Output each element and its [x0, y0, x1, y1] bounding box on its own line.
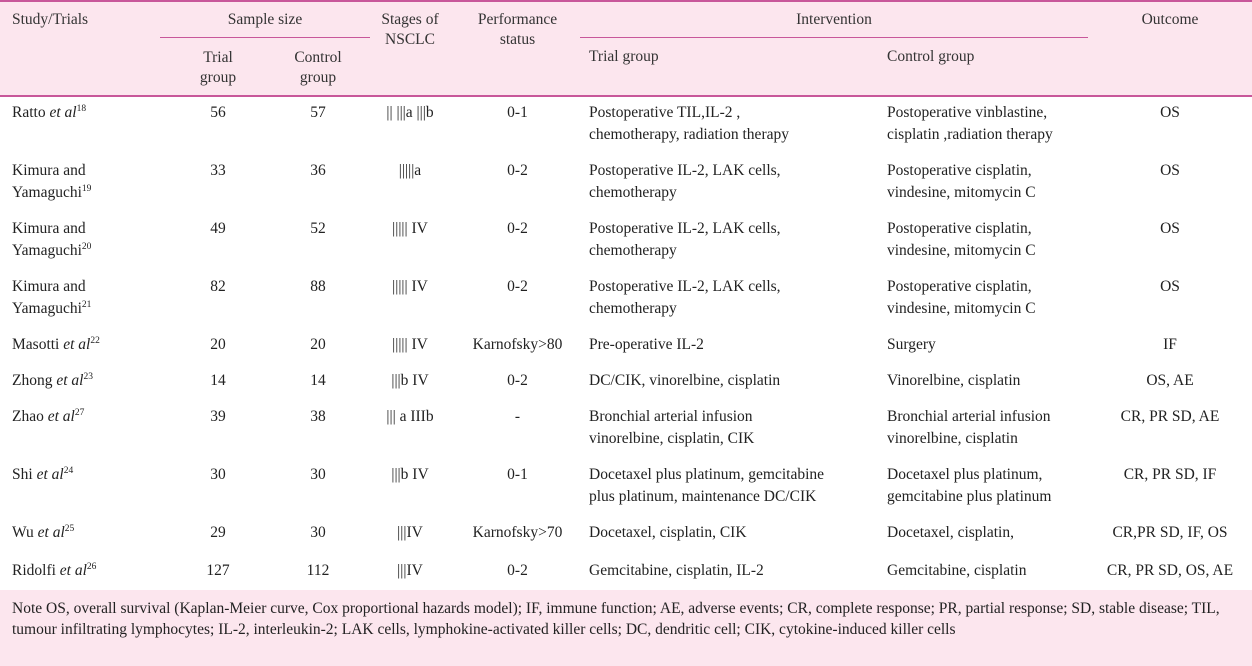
study-author: Ridolfi: [12, 562, 60, 579]
header-performance: Performance status: [477, 11, 558, 48]
int-trial-cell: [589, 464, 824, 508]
int-control-cell: [887, 560, 1026, 582]
performance: 0-2: [507, 372, 528, 389]
int-control-cell: [887, 406, 1051, 450]
outcome-cell: [1090, 464, 1250, 486]
outcome-cell: [1090, 522, 1250, 544]
study-etal: et al: [59, 562, 87, 579]
outcome: OS: [1160, 278, 1180, 295]
study-line-1: [12, 276, 91, 298]
outcome: CR, PR SD, IF: [1123, 466, 1217, 483]
int-trial-line: chemotherapy: [589, 242, 677, 259]
control-size-cell: [268, 464, 368, 486]
study-author: Zhao: [12, 408, 48, 425]
study-cell: [12, 464, 73, 486]
control-size: 88: [310, 278, 326, 295]
int-trial-cell: [589, 370, 780, 392]
study-cell: [12, 160, 91, 204]
trial-size: 56: [210, 104, 226, 121]
outcome-cell: [1090, 406, 1250, 428]
study-cell: [12, 370, 93, 392]
int-trial-cell: [589, 218, 781, 262]
stage-cell: [355, 276, 465, 298]
control-size: 30: [310, 524, 326, 541]
outcome: OS: [1160, 104, 1180, 121]
performance: Karnofsky>70: [472, 524, 563, 541]
outcome-cell: [1090, 218, 1250, 240]
stage: |||IV: [397, 562, 423, 579]
control-size-cell: [268, 406, 368, 428]
trial-size: 39: [210, 408, 226, 425]
study-cell: [12, 276, 91, 320]
study-author-2: Yamaguchi: [12, 242, 82, 259]
int-control-cell: [887, 334, 936, 356]
trial-size-cell: [168, 160, 268, 182]
trial-size-cell: [168, 370, 268, 392]
outcome: OS: [1160, 162, 1180, 179]
int-trial-cell: [589, 102, 789, 146]
header-int-control: Control group: [887, 48, 975, 65]
int-control-line: Postoperative cisplatin,: [887, 220, 1032, 237]
table-note: Note OS, overall survival (Kaplan-Meier curve, Cox proportional hazards model); IF, immune function; AE, adverse events; CR, complete response; PR, partial response; SD, stable disease; TIL, tumour infiltrating lymphocytes; IL-2, interleukin-2; LAK cells, lymphokine-activated killer cells; DC, dendritic cell; CIK, cytokine-induced killer cells: [12, 600, 1220, 638]
trial-size: 82: [210, 278, 226, 295]
control-size: 112: [306, 562, 330, 579]
study-author: Kimura and: [12, 162, 86, 179]
int-control-line: Docetaxel, cisplatin,: [887, 524, 1014, 541]
int-control-line: vindesine, mitomycin C: [887, 184, 1036, 201]
int-control-line: vindesine, mitomycin C: [887, 242, 1036, 259]
trial-size: 30: [210, 466, 226, 483]
outcome: OS: [1160, 220, 1180, 237]
control-size-cell: [268, 334, 368, 356]
intervention-rule: [580, 37, 1088, 38]
performance-cell: [455, 160, 580, 182]
int-trial-line: Gemcitabine, cisplatin, IL-2: [589, 562, 764, 579]
study-line-2: [12, 240, 91, 262]
int-trial-cell: [589, 160, 781, 204]
stage: ||| a IIIb: [386, 408, 434, 425]
header-sample-size: Sample size: [227, 11, 303, 28]
study-author: Kimura and: [12, 278, 86, 295]
trial-size-cell: [168, 102, 268, 124]
int-trial-cell: [589, 522, 747, 544]
outcome-cell: [1090, 560, 1250, 582]
performance: -: [514, 408, 521, 425]
int-control-cell: [887, 370, 1020, 392]
int-trial-line: Postoperative TIL,IL-2 ,: [589, 104, 741, 121]
performance: 0-2: [507, 220, 528, 237]
control-size: 14: [310, 372, 326, 389]
trial-size-cell: [168, 334, 268, 356]
study-ref: 22: [90, 336, 100, 346]
performance: 0-2: [507, 162, 528, 179]
performance: 0-2: [507, 562, 528, 579]
performance-cell: [455, 218, 580, 240]
trial-size-cell: [168, 406, 268, 428]
study-ref: 21: [81, 300, 92, 310]
study-line-1: [12, 160, 91, 182]
study-author-2: Yamaguchi: [12, 300, 82, 317]
control-size: 52: [310, 220, 326, 237]
performance-cell: [455, 560, 580, 582]
performance: 0-1: [507, 104, 528, 121]
performance: 0-2: [507, 278, 528, 295]
study-etal: et al: [56, 372, 84, 389]
control-size-cell: [268, 276, 368, 298]
stage-cell: [355, 218, 465, 240]
control-size-cell: [268, 522, 368, 544]
control-size-cell: [268, 370, 368, 392]
study-author: Shi: [12, 466, 37, 483]
int-control-line: Vinorelbine, cisplatin: [887, 372, 1021, 389]
performance-cell: [455, 522, 580, 544]
study-etal: et al: [36, 466, 64, 483]
outcome: CR, PR SD, AE: [1120, 408, 1220, 425]
performance-cell: [455, 370, 580, 392]
header-int-trial: Trial group: [589, 48, 659, 65]
study-author: Kimura and: [12, 220, 86, 237]
stage-cell: [355, 370, 465, 392]
outcome-cell: [1090, 102, 1250, 124]
header-stages: Stages of NSCLC: [381, 11, 439, 48]
header-study: Study/Trials: [12, 11, 89, 28]
int-control-line: vinorelbine, cisplatin: [887, 430, 1018, 447]
int-trial-line: chemotherapy: [589, 300, 677, 317]
int-trial-line: vinorelbine, cisplatin, CIK: [589, 430, 755, 447]
performance-cell: [455, 276, 580, 298]
study-ref: 18: [76, 104, 87, 114]
outcome-cell: [1090, 334, 1250, 356]
performance-cell: [455, 334, 580, 356]
stage-cell: [355, 160, 465, 182]
control-size-cell: [268, 102, 368, 124]
stage: ||||| IV: [392, 336, 428, 353]
outcome-cell: [1090, 370, 1250, 392]
study-etal: et al: [49, 104, 77, 121]
stage: |||b IV: [391, 466, 429, 483]
header-trial-group: Trial group: [199, 49, 237, 86]
int-trial-cell: [589, 406, 754, 450]
study-line-2: [12, 298, 91, 320]
trial-size-cell: [168, 522, 268, 544]
header-rule: [0, 95, 1252, 97]
outcome: CR, PR SD, OS, AE: [1106, 562, 1234, 579]
int-trial-line: chemotherapy, radiation therapy: [589, 126, 789, 143]
study-author: Zhong: [12, 372, 57, 389]
study-author: Wu: [12, 524, 38, 541]
stage-cell: [355, 560, 465, 582]
trial-size: 33: [210, 162, 226, 179]
trial-size-cell: [168, 464, 268, 486]
int-trial-line: plus platinum, maintenance DC/CIK: [589, 488, 817, 505]
int-control-line: Gemcitabine, cisplatin: [887, 562, 1027, 579]
header-intervention: Intervention: [796, 11, 872, 28]
study-ref: 19: [81, 184, 92, 194]
int-trial-line: Bronchial arterial infusion: [589, 408, 753, 425]
stage: ||||| IV: [392, 220, 428, 237]
int-control-line: Postoperative vinblastine,: [887, 104, 1048, 121]
control-size: 38: [310, 408, 326, 425]
trial-size-cell: [168, 276, 268, 298]
int-trial-line: Postoperative IL-2, LAK cells,: [589, 220, 781, 237]
study-ref: 20: [81, 242, 92, 252]
performance-cell: [455, 464, 580, 486]
int-trial-line: Docetaxel, cisplatin, CIK: [589, 524, 747, 541]
int-trial-line: Postoperative IL-2, LAK cells,: [589, 162, 781, 179]
int-trial-line: DC/CIK, vinorelbine, cisplatin: [589, 372, 781, 389]
int-trial-line: Docetaxel plus platinum, gemcitabine: [589, 466, 825, 483]
study-ref: 25: [64, 524, 75, 534]
study-cell: [12, 334, 100, 356]
int-trial-line: Postoperative IL-2, LAK cells,: [589, 278, 781, 295]
control-size: 30: [310, 466, 326, 483]
outcome: CR,PR SD, IF, OS: [1112, 524, 1228, 541]
performance: 0-1: [507, 466, 528, 483]
control-size: 57: [310, 104, 326, 121]
study-author: Ratto: [12, 104, 50, 121]
study-ref: 23: [83, 372, 93, 382]
study-cell: [12, 406, 84, 428]
performance: Karnofsky>80: [472, 336, 563, 353]
study-ref: 26: [86, 562, 97, 572]
trial-size: 20: [210, 336, 226, 353]
stage: |||IV: [397, 524, 423, 541]
int-control-cell: [887, 218, 1036, 262]
trial-size: 29: [210, 524, 226, 541]
int-control-cell: [887, 102, 1053, 146]
int-trial-cell: [589, 560, 764, 582]
study-line-1: [12, 218, 91, 240]
study-etal: et al: [37, 524, 65, 541]
int-control-line: Docetaxel plus platinum,: [887, 466, 1043, 483]
study-etal: et al: [47, 408, 75, 425]
study-cell: [12, 218, 91, 262]
trial-size: 127: [206, 562, 230, 579]
control-size: 20: [310, 336, 326, 353]
study-cell: [12, 522, 74, 544]
stage-cell: [355, 406, 465, 428]
study-author: Masotti: [12, 336, 64, 353]
outcome-cell: [1090, 276, 1250, 298]
stage: || |||a |||b: [386, 104, 434, 121]
int-control-cell: [887, 276, 1036, 320]
study-cell: [12, 102, 86, 124]
control-size: 36: [310, 162, 326, 179]
study-ref: 27: [74, 408, 85, 418]
outcome: IF: [1163, 336, 1177, 353]
outcome: OS, AE: [1146, 372, 1194, 389]
header-outcome: Outcome: [1141, 11, 1199, 28]
stage-cell: [355, 522, 465, 544]
int-trial-line: chemotherapy: [589, 184, 677, 201]
int-trial-line: Pre-operative IL-2: [589, 336, 704, 353]
trial-size: 49: [210, 220, 226, 237]
study-author-2: Yamaguchi: [12, 184, 82, 201]
study-etal: et al: [63, 336, 91, 353]
performance-cell: [455, 102, 580, 124]
stage-cell: [355, 464, 465, 486]
int-control-cell: [887, 464, 1051, 508]
performance-cell: [455, 406, 580, 428]
header-control-group: Control group: [294, 49, 342, 86]
stage-cell: [355, 102, 465, 124]
int-control-cell: [887, 160, 1036, 204]
stage-cell: [355, 334, 465, 356]
sample-size-rule: [160, 37, 370, 38]
study-cell: [12, 560, 96, 582]
study-ref: 24: [63, 466, 74, 476]
int-control-line: cisplatin ,radiation therapy: [887, 126, 1053, 143]
int-control-line: vindesine, mitomycin C: [887, 300, 1036, 317]
control-size-cell: [268, 160, 368, 182]
int-control-line: Bronchial arterial infusion: [887, 408, 1051, 425]
stage: |||b IV: [391, 372, 429, 389]
int-control-line: Postoperative cisplatin,: [887, 162, 1032, 179]
outcome-cell: [1090, 160, 1250, 182]
trial-size-cell: [168, 218, 268, 240]
int-control-line: Surgery: [887, 336, 936, 353]
int-trial-cell: [589, 276, 781, 320]
int-control-line: gemcitabine plus platinum: [887, 488, 1052, 505]
trial-size: 14: [210, 372, 226, 389]
int-control-line: Postoperative cisplatin,: [887, 278, 1032, 295]
trial-size-cell: [168, 560, 268, 582]
stage: ||||| IV: [392, 278, 428, 295]
int-control-cell: [887, 522, 1014, 544]
control-size-cell: [268, 218, 368, 240]
stage: |||||a: [398, 162, 422, 179]
control-size-cell: [268, 560, 368, 582]
study-line-2: [12, 182, 91, 204]
int-trial-cell: [589, 334, 704, 356]
